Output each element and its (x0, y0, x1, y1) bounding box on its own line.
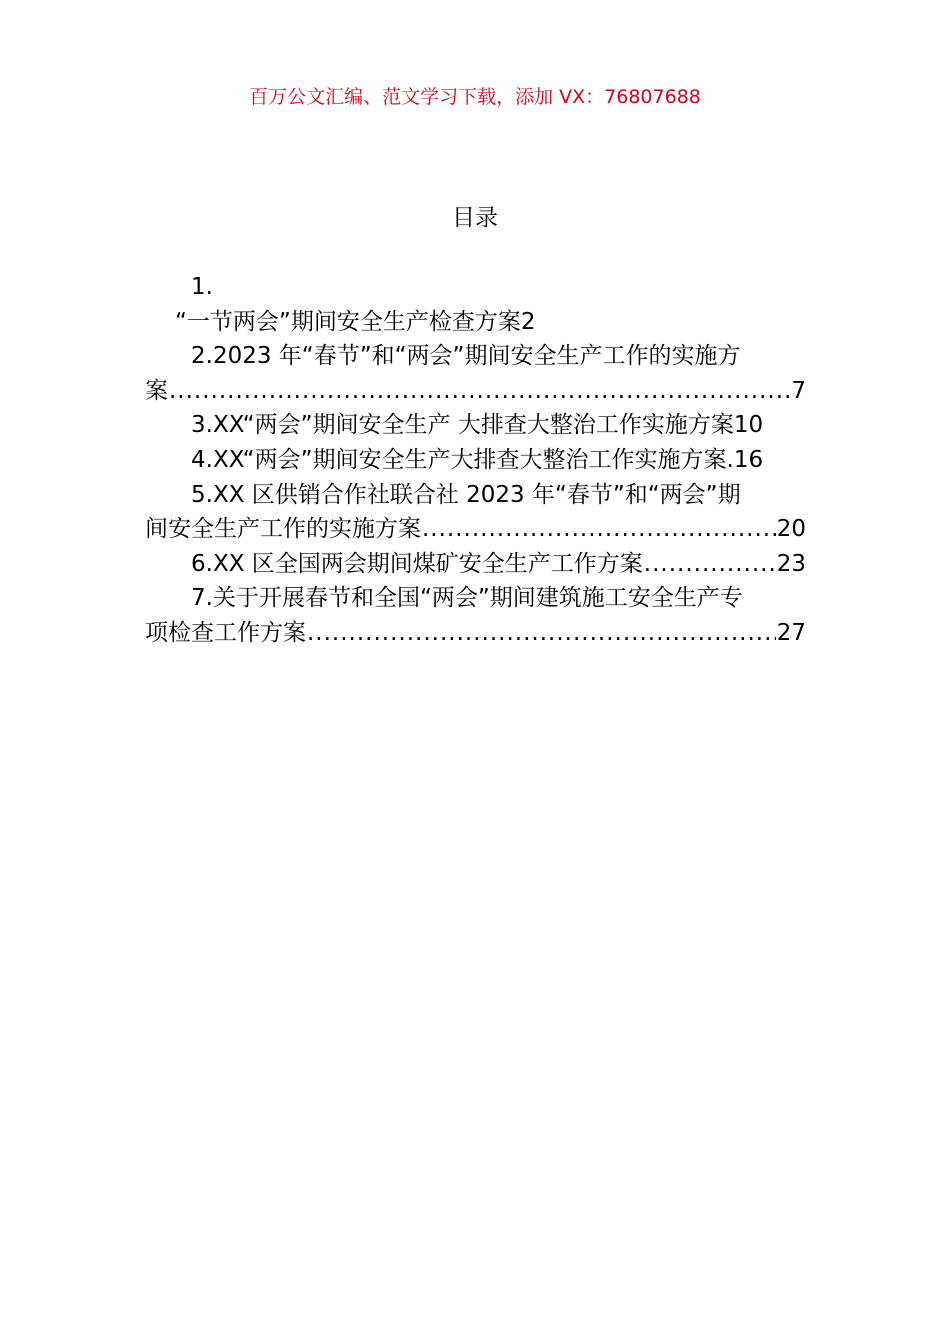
toc-entry-5-continuation[interactable] (145, 512, 806, 547)
toc-entry-page: 10 (733, 412, 764, 439)
toc-entry-title: 3.XX“两会”期间安全生产 大排查大整治工作实施方案 (191, 412, 734, 439)
toc-entry-1[interactable] (145, 305, 806, 340)
toc-entry-title: 2.2023 年“春节”和“两会”期间安全生产工作的实施方 (191, 343, 741, 370)
toc-entry-title: 7.关于开展春节和全国“两会”期间建筑施工安全生产专 (191, 585, 743, 612)
toc-entry-page: 16 (733, 446, 764, 473)
toc-entry-6[interactable] (145, 547, 806, 582)
toc-entry-page: 27 (776, 619, 806, 646)
dot-leader (422, 512, 776, 547)
header-note: 百万公文汇编、范文学习下载，添加 VX：76807688 (249, 86, 701, 108)
toc-title: 目录 (452, 205, 498, 231)
toc-entry-title: 4.XX“两会”期间安全生产大排查大整治工作实施方案. (191, 446, 734, 473)
toc-entry-title-continuation: 案 (145, 377, 168, 404)
toc-entry-title: 6.XX 区全国两会期间煤矿安全生产工作方案 (191, 550, 643, 577)
toc-entry-2[interactable] (145, 339, 806, 374)
toc-entry-title-continuation: 项检查工作方案 (145, 619, 306, 646)
toc-entry-page: 23 (776, 550, 806, 577)
table-of-contents (145, 270, 806, 651)
toc-entry-3[interactable] (145, 408, 806, 443)
dot-leader (169, 374, 790, 409)
toc-entry-page: 7 (791, 377, 806, 404)
toc-entry-number: 1. (191, 274, 213, 300)
toc-entry-7-continuation[interactable] (145, 616, 806, 651)
toc-entry-title-continuation: 间安全生产工作的实施方案 (145, 516, 421, 543)
toc-entry-7[interactable] (145, 581, 806, 616)
toc-entry-2-continuation[interactable] (145, 374, 806, 409)
toc-entry-title: 5.XX 区供销合作社联合社 2023 年“春节”和“两会”期 (191, 481, 741, 508)
toc-entry-page: 20 (776, 516, 806, 543)
dot-leader (644, 547, 776, 582)
toc-entry-5[interactable] (145, 478, 806, 513)
toc-entry-4[interactable] (145, 443, 806, 478)
toc-entry-title: “一节两会”期间安全生产检查方案 (175, 308, 521, 335)
toc-entry-page: 2 (520, 308, 536, 335)
toc-entry-1-number[interactable] (145, 270, 806, 305)
dot-leader (307, 616, 776, 651)
